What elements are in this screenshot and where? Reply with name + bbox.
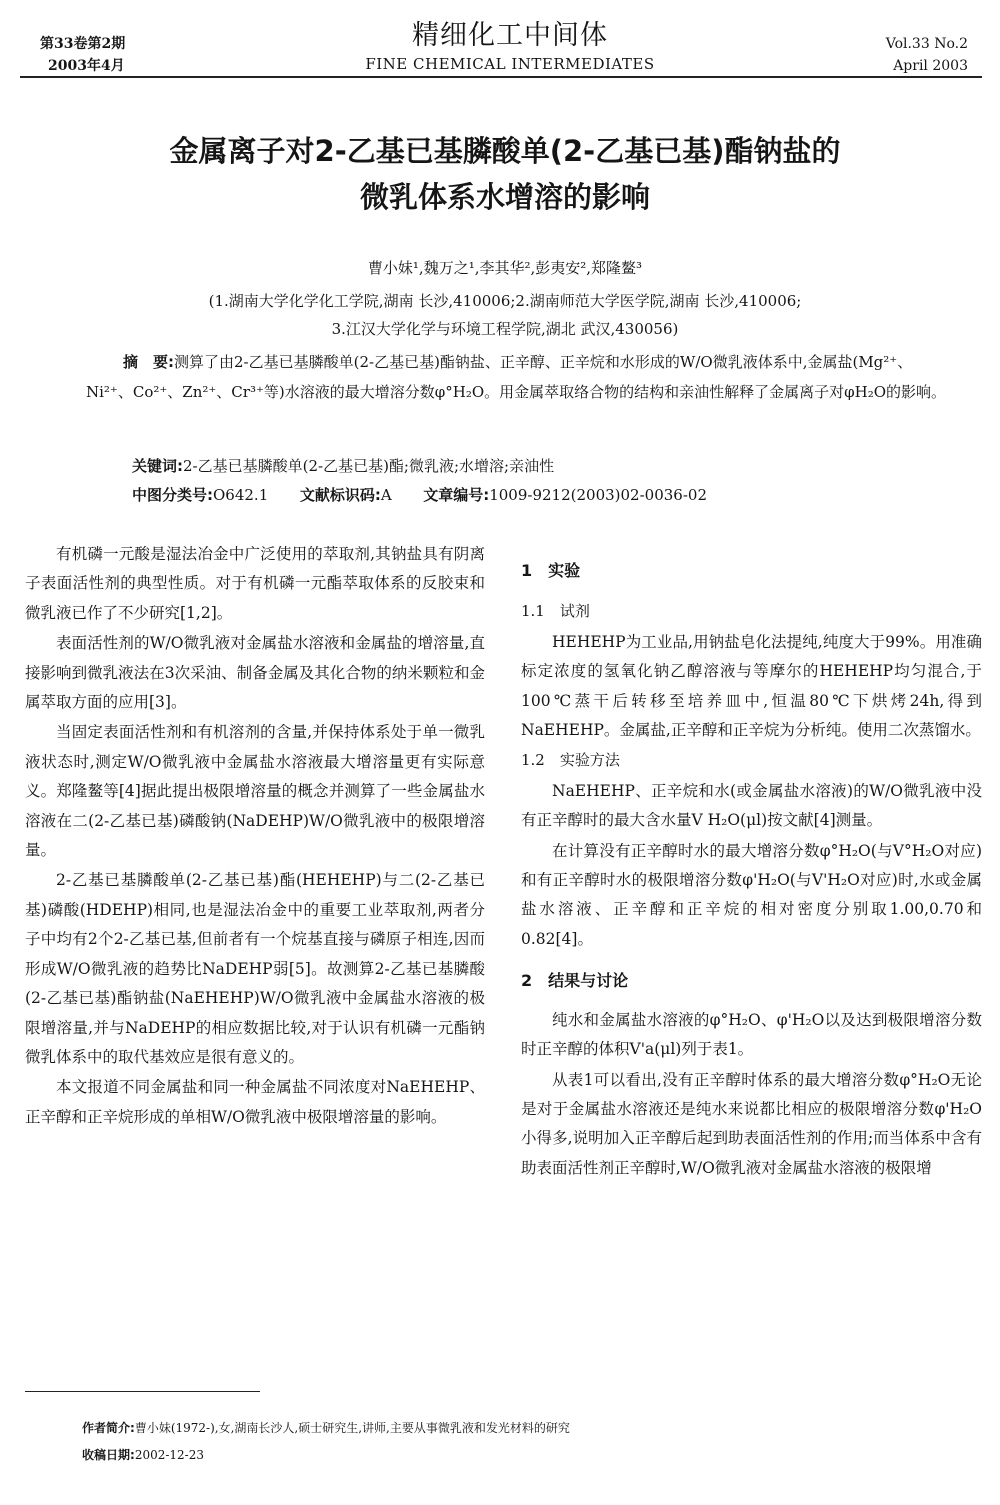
abstract-text: 测算了由2-乙基已基膦酸单(2-乙基已基)酯钠盐、正辛醇、正辛烷和水形成的W/O微乳液体系中,金属盐(Mg²⁺、Ni²⁺、Co²⁺、Zn²⁺、Cr³⁺等)水溶液的最大增溶分数φ°H₂O。用金属萃取络合物的结构和亲油性解释了金属离子对φH₂O的影响。 [86, 353, 947, 401]
abstract [86, 347, 948, 407]
paragraph: HEHEHP为工业品,用钠盐皂化法提纯,纯度大于99%。用准确标定浓度的氢氧化钠乙醇溶液与等摩尔的HEHEHP均匀混合,于100℃蒸干后转移至培养皿中,恒温80℃下烘烤24h,得到NaEHEHP。金属盐,正辛醇和正辛烷为分析纯。使用二次蒸馏水。 [521, 632, 982, 740]
subsection-heading: 1.1 试剂 [521, 602, 590, 621]
article-no-label: 文章编号: [423, 486, 490, 504]
author-bio [82, 1418, 570, 1438]
author-bio-label: 作者简介: [82, 1421, 135, 1435]
author-bio-text: 曹小妹(1972-),女,湖南长沙人,硕士研究生,讲师,主要从事微乳液和发光材料的研究 [134, 1421, 570, 1435]
received-date [82, 1445, 204, 1465]
abstract-label: 摘 要: [123, 353, 174, 371]
right-column [521, 556, 982, 1184]
doc-code-label: 文献标识码: [299, 486, 381, 504]
affiliation-line1: (1.湖南大学化学化工学院,湖南 长沙,410006;2.湖南师范大学医学院,湖南 长沙,410006; [208, 292, 802, 310]
paragraph: 2-乙基已基膦酸单(2-乙基已基)酯(HEHEHP)与二(2-乙基已基)磷酸(HDEHP)相同,也是湿法冶金中的重要工业萃取剂,两者分子中均有2个2-乙基已基,但前者有一个烷基直接与磷原子相连,因而形成W/O微乳液的趋势比NaDEHP弱[5]。故测算2-乙基已基膦酸(2-乙基已基)酯钠盐(NaEHEHP)W/O微乳液中金属盐水溶液的极限增溶量,并与NaDEHP的相应数据比较,对于认识有机磷一元酯钠微乳体系中的取代基效应是很有意义的。 [25, 871, 485, 1066]
author-list: 曹小妹¹,魏万之¹,李其华²,彭夷安²,郑隆鳌³ [367, 259, 643, 277]
date-cn: 2003年4月 [48, 58, 125, 74]
date-en: April 2003 [893, 58, 968, 74]
paragraph: 表面活性剂的W/O微乳液对金属盐水溶液和金属盐的增溶量,直接影响到微乳液法在3次采油、制备金属及其化合物的纳米颗粒和金属萃取方面的应用[3]。 [25, 634, 485, 712]
journal-name-en: FINE CHEMICAL INTERMEDIATES [365, 55, 655, 73]
keywords-text: 2-乙基已基膦酸单(2-乙基已基)酯;微乳液;水增溶;亲油性 [183, 457, 555, 475]
received-label: 收稿日期: [82, 1448, 135, 1462]
section-heading: 2 结果与讨论 [521, 971, 629, 991]
paragraph: NaEHEHP、正辛烷和水(或金属盐水溶液)的W/O微乳液中没有正辛醇时的最大含水量V H₂O(μl)按文献[4]测量。 [521, 781, 982, 830]
article-title-line1: 金属离子对2-乙基已基膦酸单(2-乙基已基)酯钠盐的 [169, 134, 841, 168]
class-label: 中图分类号: [132, 486, 213, 504]
issue-en: Vol.33 No.2 [885, 36, 968, 52]
classification-line [132, 481, 972, 509]
header-rule [20, 76, 982, 78]
affiliation-line2: 3.江汉大学化学与环境工程学院,湖北 武汉,430056) [331, 320, 679, 338]
received-text: 2002-12-23 [134, 1448, 204, 1462]
article-no-value: 1009-9212(2003)02-0036-02 [489, 486, 707, 504]
paragraph: 在计算没有正辛醇时水的最大增溶分数φ°H₂O(与V°H₂O对应)和有正辛醇时水的极限增溶分数φ'H₂O(与V'H₂O对应)时,水或金属盐水溶液、正辛醇和正辛烷的相对密度分别取1.00,0.70和0.82[4]。 [521, 841, 982, 948]
keywords [132, 452, 972, 480]
paragraph: 本文报道不同金属盐和同一种金属盐不同浓度对NaEHEHP、正辛醇和正辛烷形成的单相W/O微乳液中极限增溶量的影响。 [25, 1078, 485, 1126]
header-issue-en-block [886, 33, 968, 77]
keywords-label: 关键词: [132, 457, 183, 475]
footnote-rule [25, 1391, 260, 1392]
class-value: O642.1 [213, 486, 269, 504]
header-issue-cn-block [40, 33, 125, 77]
paragraph: 从表1可以看出,没有正辛醇时体系的最大增溶分数φ°H₂O无论是对于金属盐水溶液还是纯水来说都比相应的极限增溶分数φ'H₂O小得多,说明加入正辛醇后起到助表面活性剂的作用;而当体系中含有助表面活性剂正辛醇时,W/O微乳液对金属盐水溶液的极限增 [521, 1070, 982, 1177]
article-title-line2: 微乳体系水增溶的影响 [359, 180, 650, 214]
paragraph: 有机磷一元酸是湿法冶金中广泛使用的萃取剂,其钠盐具有阴离子表面活性剂的典型性质。对于有机磷一元酯萃取体系的反胶束和微乳液已作了不少研究[1,2]。 [25, 545, 485, 622]
subsection-heading: 1.2 实验方法 [521, 751, 620, 770]
journal-name-cn: 精细化工中间体 [412, 20, 608, 51]
section-heading: 1 实验 [521, 561, 581, 580]
issue-cn: 第33卷第2期 [40, 36, 126, 52]
journal-masthead [300, 18, 720, 74]
left-column [25, 540, 485, 1133]
doc-code-value: A [380, 486, 392, 504]
paragraph: 当固定表面活性剂和有机溶剂的含量,并保持体系处于单一微乳液状态时,测定W/O微乳液中金属盐水溶液最大增溶量更有实际意义。郑隆鳌等[4]据此提出极限增溶量的概念并测算了一些金属盐水溶液在二(2-乙基已基)磷酸钠(NaDEHP)W/O微乳液中的极限增溶量。 [25, 723, 485, 860]
paragraph: 纯水和金属盐水溶液的φ°H₂O、φ'H₂O以及达到极限增溶分数时正辛醇的体积V'a(μl)列于表1。 [521, 1010, 982, 1059]
